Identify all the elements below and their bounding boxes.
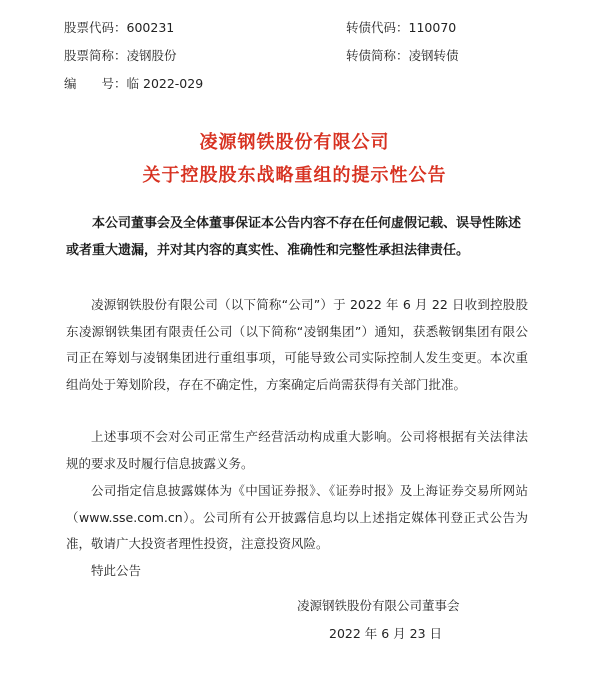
signature-date: 2022 年 6 月 23 日 [329, 626, 443, 641]
bond-name [346, 46, 459, 66]
stock-name-label: 股票简称： [64, 48, 127, 63]
stock-code-value: 600231 [126, 20, 175, 35]
meta-row-names [64, 46, 534, 66]
bond-code [346, 18, 456, 38]
bond-name-value: 凌钢转债 [408, 48, 459, 63]
bond-name-label: 转债简称： [346, 48, 409, 63]
bond-code-value: 110070 [408, 20, 457, 35]
company-title: 凌源钢铁股份有限公司 [199, 132, 390, 153]
body-paragraph-1: 凌源钢铁股份有限公司（以下简称“公司”）于 2022 年 6 月 22 日收到控股股东凌源钢铁集团有限责任公司（以下简称“凌钢集团”）通知，获悉鞍钢集团有限公司正在筹划与凌钢集团进行重组事项，可能导致公司实际控制人发生变更。本次重组尚处于筹划阶段，存在不确定性，方案确定后尚需获得有关部门批准。 [66, 297, 528, 392]
number-value: 临 2022-029 [126, 76, 204, 91]
signature-org: 凌源钢铁股份有限公司董事会 [297, 598, 460, 613]
number-label: 编 号： [64, 76, 127, 91]
body-paragraph-2: 上述事项不会对公司正常生产经营活动构成重大影响。公司将根据有关法律法规的要求及时履行信息披露义务。 [66, 429, 528, 471]
stock-code-label: 股票代码： [64, 20, 127, 35]
closing-text: 特此公告 [91, 563, 142, 578]
stock-code [64, 18, 174, 38]
stock-name [64, 46, 177, 66]
board-statement: 本公司董事会及全体董事保证本公告内容不存在任何虚假记载、误导性陈述或者重大遗漏，并对其内容的真实性、准确性和完整性承担法律责任。 [66, 216, 522, 258]
stock-name-value: 凌钢股份 [126, 48, 177, 63]
meta-row-number [64, 74, 534, 94]
announcement-title: 关于控股股东战略重组的提示性公告 [142, 165, 447, 186]
body-paragraph-3: 公司指定信息披露媒体为《中国证券报》、《证券时报》及上海证券交易所网站（www.sse.com.cn）。公司所有公开披露信息均以上述指定媒体刊登正式公告为准，敬请广大投资者理性投资，注意投资风险。 [66, 483, 528, 551]
meta-row-codes [64, 18, 534, 38]
bond-code-label: 转债代码： [346, 20, 409, 35]
announcement-number [64, 74, 203, 94]
